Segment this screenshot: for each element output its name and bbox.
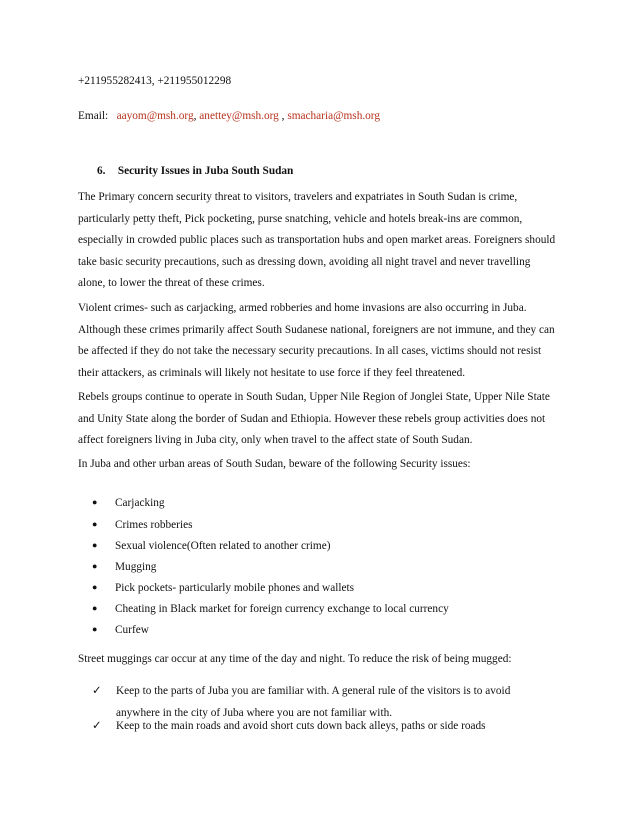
paragraph-line: Rebels groups continue to operate in South Sudan, Upper Nile Region of Jonglei State, Upper Nile State (78, 391, 550, 403)
list-item: ● Crimes robberies (92, 519, 193, 531)
bullet-icon: ● (92, 582, 98, 592)
bullet-icon: ● (92, 519, 98, 529)
section-number: 6. (97, 165, 106, 177)
list-item: ● Carjacking (92, 497, 165, 509)
paragraph-line: The Primary concern security threat to visitors, travelers and expatriates in South Sudan is crime, (78, 191, 518, 203)
checkmark-icon: ✓ (92, 720, 102, 732)
paragraph-line: Although these crimes primarily affect South Sudanese national, foreigners are not immune, and they can (78, 323, 555, 336)
paragraph-primary-concern (78, 187, 558, 295)
paragraph-line: affect foreigners living in Juba city, only when travel to the affect state of South Sudan. (78, 434, 473, 447)
bullet-icon: ● (92, 561, 98, 571)
bullet-icon: ● (92, 497, 98, 507)
paragraph-line: particularly petty theft, Pick pocketing, purse snatching, vehicle and hotels break-ins are common, (78, 212, 523, 225)
paragraph-line: take basic security precautions, such as dressing down, avoiding all night travel and never travelling (78, 255, 531, 268)
list-item: ● Mugging (92, 561, 157, 573)
section-heading (97, 164, 293, 178)
paragraph-line: Violent crimes- such as carjacking, armed robberies and home invasions are also occurring in Juba. (78, 302, 527, 314)
list-item: ● Curfew (92, 624, 149, 636)
email-link-smacharia[interactable]: smacharia@msh.org (287, 110, 381, 122)
paragraph-line: alone, to lower the threat of these crimes. (78, 277, 265, 290)
bullet-icon: ● (92, 540, 98, 550)
bullet-icon: ● (92, 603, 98, 613)
phone-numbers: +211955282413, +211955012298 (78, 75, 232, 87)
email-line: Email: aayom@msh.org, anettey@msh.org , smacharia@msh.org (78, 110, 381, 122)
paragraph-security-intro (78, 454, 558, 476)
bullet-icon: ● (92, 624, 98, 634)
paragraph-mugging-intro (78, 649, 558, 671)
email-label: Email: (78, 110, 109, 122)
section-title: Security Issues in Juba South Sudan (117, 165, 294, 177)
checklist-item: ✓ Keep to the main roads and avoid short cuts down back alleys, paths or side roads (92, 716, 486, 738)
paragraph-line: be affected if they do not take the necessary security precautions. In all cases, victims should not resist (78, 345, 542, 358)
paragraph-line: especially in crowded public places such as transportation hubs and open market areas. Foreigners should (78, 234, 556, 247)
paragraph-line: and Unity State along the border of Sudan and Ethiopia. However these rebels group activities does not (78, 412, 546, 425)
checkmark-icon: ✓ (92, 685, 102, 697)
paragraph-line: In Juba and other urban areas of South Sudan, beware of the following Security issues: (78, 458, 471, 470)
email-link-aayom[interactable]: aayom@msh.org (116, 110, 194, 122)
email-link-anettey[interactable]: anettey@msh.org (199, 110, 279, 122)
checklist-item: ✓ Keep to the parts of Juba you are familiar with. A general rule of the visitors is to avoid anywhere in the city of Juba where you are not familiar with. (92, 681, 510, 724)
paragraph-line: their attackers, as criminals will likely not hesitate to use force if they feel threatened. (78, 366, 466, 379)
paragraph-rebel-groups (78, 387, 558, 452)
paragraph-line: Street muggings car occur at any time of the day and night. To reduce the risk of being mugged: (78, 653, 512, 665)
list-item: ● Cheating in Black market for foreign currency exchange to local currency (92, 603, 449, 615)
paragraph-violent-crimes (78, 298, 558, 384)
list-item: ● Sexual violence(Often related to another crime) (92, 540, 331, 552)
list-item: ● Pick pockets- particularly mobile phones and wallets (92, 582, 355, 594)
